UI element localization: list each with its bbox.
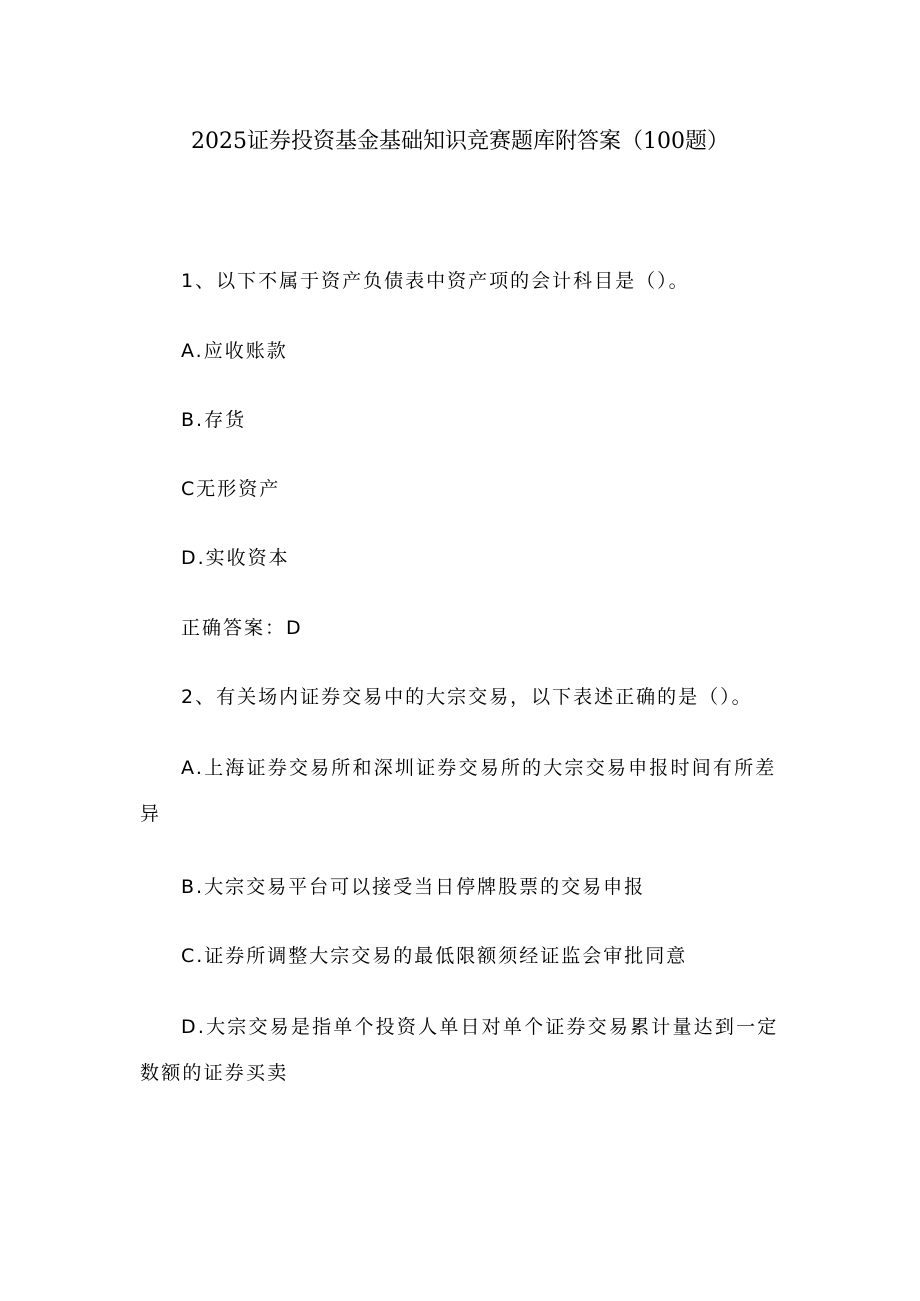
document-title: 2025证券投资基金基础知识竞赛题库附答案（100题） — [191, 129, 729, 154]
question-2-option-b: B.大宗交易平台可以接受当日停牌股票的交易申报 — [181, 876, 646, 898]
question-1-stem: 1、以下不属于资产负债表中资产项的会计科目是（）。 — [181, 270, 690, 292]
question-2-option-d: D.大宗交易是指单个投资人单日对单个证券交易累计量达到一定数额的证券买卖 — [140, 1016, 779, 1084]
question-2-option-c: C.证券所调整大宗交易的最低限额须经证监会审批同意 — [181, 945, 688, 967]
question-1-option-c: C无形资产 — [181, 478, 281, 500]
question-1-option-a: A.应收账款 — [181, 340, 288, 362]
question-1-option-d: D.实收资本 — [181, 547, 290, 569]
question-2-stem: 2、有关场内证券交易中的大宗交易，以下表述正确的是（）。 — [181, 686, 753, 708]
question-2-option-a: A.上海证券交易所和深圳证券交易所的大宗交易申报时间有所差异 — [140, 757, 777, 825]
question-1-answer: 正确答案：D — [181, 617, 303, 639]
question-1-option-b: B.存货 — [181, 409, 247, 431]
